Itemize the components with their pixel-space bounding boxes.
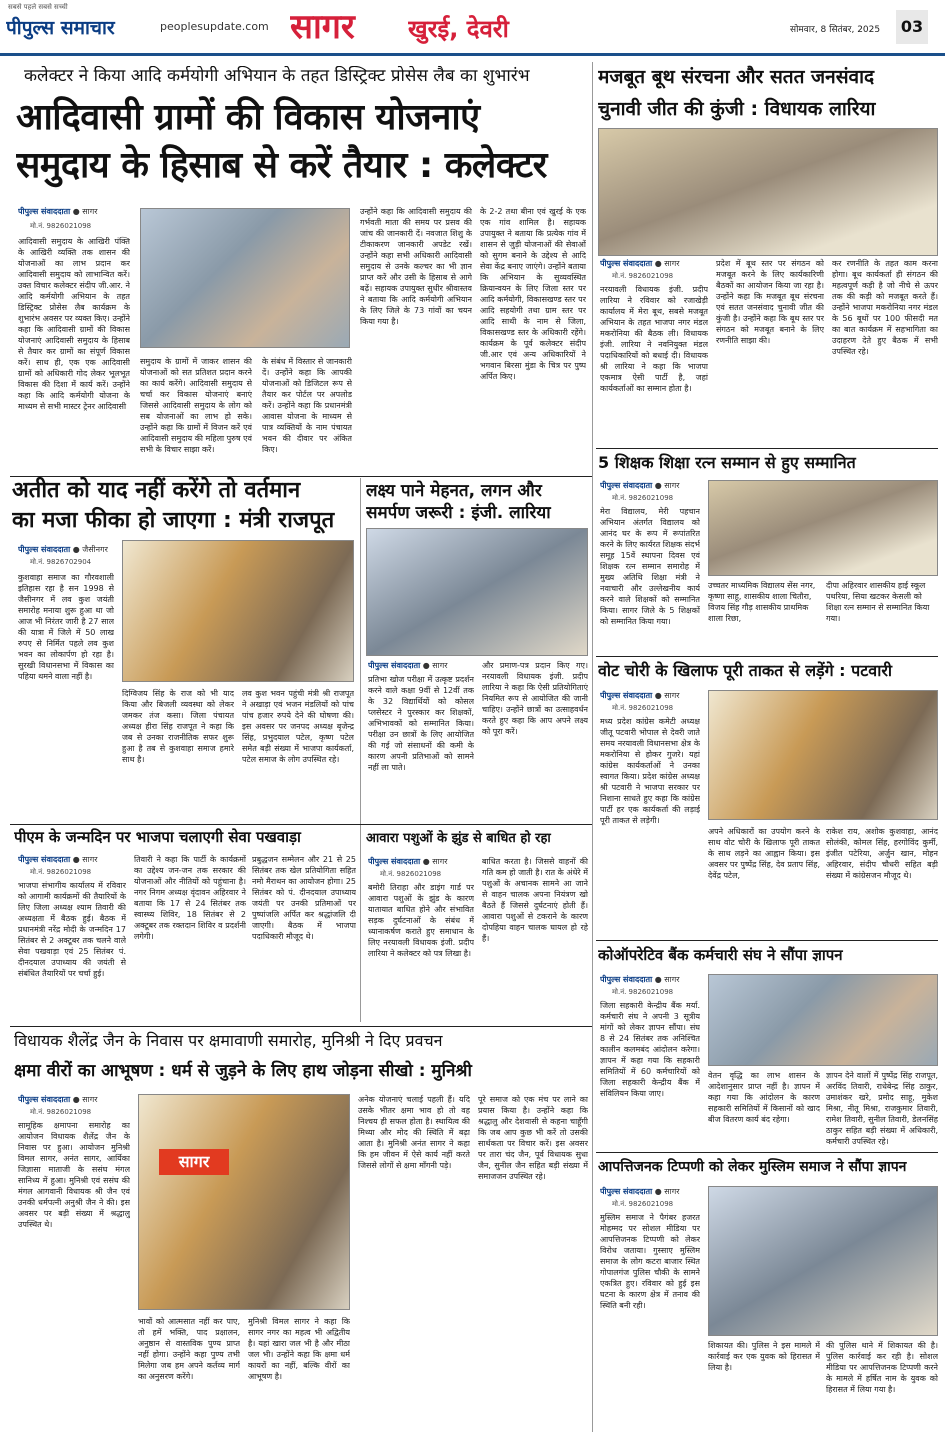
story1-byline-author: पीपुल्स संवाददाता [18, 207, 71, 216]
story9-headline: कोऑपरेटिव बैंक कर्मचारी संघ ने सौंपा ज्ञापन [598, 946, 843, 964]
section-rule [596, 1152, 938, 1153]
story8-byline-place: सागर [432, 857, 448, 866]
story6-mobile: मो.नं. 9826021098 [612, 704, 674, 712]
section-rule [596, 940, 938, 941]
story10-byline: पीपुल्स संवाददाता ● सागर [18, 1095, 98, 1104]
story4-photo [366, 528, 588, 656]
story2-photo [598, 128, 938, 256]
section-title: सागर [290, 7, 355, 47]
story1-mobile: मो.नं. 9826021098 [30, 222, 92, 230]
masthead [0, 0, 945, 56]
story4-body-col2: और प्रमाण-पत्र प्रदान किए गए। नरयावली विधायक इंजी. प्रदीप लारिया ने कहा कि ऐसी प्रतियोगिताएं नियमित रूप से आयोजित की जानी चाहिए। उन्होंने छात्रों का उत्साहवर्धन करते हुए कहा कि आप अपने लक्ष्य को पूरा करें। [482, 661, 588, 736]
story11-byline-author: पीपुल्स संवाददाता [600, 1187, 653, 1196]
story10-headline: क्षमा वीरों का आभूषण : धर्म से जुड़ने के लिए हाथ जोड़ना सीखो : मुनिश्री [14, 1061, 472, 1081]
story6-byline-author: पीपुल्स संवाददाता [600, 691, 653, 700]
story11-body-col2: शिकायत की। पुलिस ने इस मामले में कार्रवाई कर एक युवक को हिरासत में लिया है। [708, 1341, 820, 1372]
story9-byline-author: पीपुल्स संवाददाता [600, 975, 653, 984]
column-divider [592, 62, 593, 1432]
story4-headline-line2: समर्पण जरूरी : इंजी. लारिया [366, 503, 551, 523]
story9-byline: पीपुल्स संवाददाता ● सागर [600, 975, 680, 984]
story7-body-col2: तिवारी ने कहा कि पार्टी के कार्यक्रमों का उद्देश्य जन-जन तक सरकार की योजनाओं और नीतियों को पहुंचाना है। नगर निगम अध्यक्ष वृंदावन अहिरवार ने बताया कि 17 से 24 सितंबर तक स्वास्थ्य शिविर, 18 सितंबर से 2 अक्टूबर तक रक्तदान शिविर व प्रदर्शनी लगेगी। [134, 855, 246, 941]
story6-body-col3: राकेश राय, अशोक कुशवाहा, आनंद सोलंकी, कोमल सिंह, हरगोविंद कुर्मी, इंजीत पटेरिया, अर्जुन खान, मोहन अहिरवार, संदीप चौधरी सहित बड़ी संख्या में कांग्रेसजन मौजूद थे। [826, 827, 938, 880]
story4-byline-place: सागर [432, 661, 448, 670]
column-divider [360, 478, 361, 1022]
story11-byline: पीपुल्स संवाददाता ● सागर [600, 1187, 680, 1196]
story8-byline: पीपुल्स संवाददाता ● सागर [368, 857, 448, 866]
story8-mobile: मो.नं. 9826021098 [380, 870, 442, 878]
story8-body-col2: बाधित करता है। जिससे वाहनों की गति कम हो जाती है। रात के अंधेरे में पशुओं के अचानक सामने आ जाने से वाहन चालक अपना नियंत्रण खो बैठते हैं जिससे दुर्घटनाएं होती हैं। आवारा पशुओं से टकराने के कारण दोपहिया वाहन चालक घायल हो रहे हैं। [482, 857, 588, 943]
story6-body-col2: अपने अधिकारों का उपयोग करने के साथ वोट चोरी के खिलाफ पूरी ताकत के साथ लड़ने का आह्वान किया। इस अवसर पर पुष्पेंद्र सिंह, देव प्रताप सिंह, देवेंद्र पटेल, [708, 827, 820, 880]
story10-body-col5: पूरे समाज को एक मंच पर लाने का प्रयास किया है। उन्होंने कहा कि श्रद्धालु और देशवासी से कहना चाहूँगी कि जब आप कुछ भी करें तो उसकी सार्थकता पर विचार करें। इस अवसर पर तारा चंद जैन, पूर्व विधायक सुधा जैन, सुनील जैन सहित बड़ी संख्या में समाजजन उपस्थित रहे। [478, 1095, 588, 1181]
story11-mobile: मो.नं. 9826021098 [612, 1200, 674, 1208]
story1-body-col1: आदिवासी समुदाय के आखिरी पंक्ति के आखिरी व्यक्ति तक शासन की योजनाओं का लाभ प्रदान कर आदिवासी समुदाय को लाभान्वित करें। उक्त विचार कलेक्टर संदीप जी.आर. ने आदि कर्मयोगी अभियान के तहत डिस्ट्रिक्ट प्रोसेस लैब कार्यक्रम के शुभारंभ अवसर पर व्यक्त किए। उन्होंने कहा कि आदिवासी ग्रामों की विकास योजनाएं आदिवासी समुदाय के हिसाब से तैयार कर ग्रामों का संपूर्ण विकास करें। साथ ही, एक एक आदिवासी ग्रामों को अधिकारी गोद लेकर भूलभूत विकास की दिशा में कार्य करें। उन्होंने कहा कि आदि कर्मयोगी योजना के माध्यम से सभी मास्टर ट्रेनर आदिवासी [18, 237, 130, 411]
story4-body-col1: प्रतिभा खोज परीक्षा में उत्कृष्ट प्रदर्शन करने वाले कक्षा 9वीं से 12वीं तक के 32 विद्यार्थियों को कोसल प्लसेस्टर ने पुरस्कार कर शिक्षकों, अभिभावकों को सम्मानित किया। परीक्षा उन छात्रों के लिए आयोजित की गई जो संसाधनों की कमी के कारण अपनी प्रतिभाओं को सामने नहीं ला पाते। [368, 675, 474, 772]
story10-body-col3: मुनिश्री विमल सागर ने कहा कि सागर नगर का महत्व भी अद्वितीय है। यहां खारा जल भी है और मीठा जल भी। उन्होंने कहा कि क्षमा धर्म कायरों का नहीं, बल्कि वीरों का आभूषण है। [248, 1317, 350, 1381]
story1-byline: पीपुल्स संवाददाता ● सागर [18, 207, 98, 216]
website-link[interactable]: peoplesupdate.com [160, 20, 269, 33]
story3-body-col3: लव कुश भवन पहुंची मंत्री श्री राजपूत ने अखाड़ा एवं भजन मंडलियों को पांच पांच हजार रुपये देने की घोषणा की। इस अवसर पर जनपद अध्यक्ष बृजेन्द्र सिंह, प्रभुदयाल पटेल, कृष्ण पटेल समेत बड़ी संख्या में भाजपा कार्यकर्ता, पटेल समाज के लोग उपस्थित रहे। [242, 689, 354, 764]
story2-byline: पीपुल्स संवाददाता ● सागर [600, 259, 680, 268]
story1-byline-place: सागर [82, 207, 98, 216]
story3-headline-line2: का मजा फीका हो जाएगा : मंत्री राजपूत [12, 508, 335, 533]
story6-byline: पीपुल्स संवाददाता ● सागर [600, 691, 680, 700]
story3-byline-place: जैसीनगर [82, 545, 108, 554]
story1-headline-line2: समुदाय के हिसाब से करें तैयार : कलेक्टर [16, 145, 547, 186]
story2-headline-line2: चुनावी जीत की कुंजी : विधायक लारिया [598, 98, 876, 120]
story2-body-col2: प्रदेश में बूथ स्तर पर संगठन को मजबूत करने के लिए कार्यकारिणी बैठकों का आयोजन किया जा रहा है। उन्होंने कहा कि मजबूत बूथ संरचना एवं सतत जनसंवाद चुनावी जीत की कुंजी है। उन्होंने कहा कि बूथ स्तर पर संगठन को मजबूत बनाने के लिए रणनीति साझा की। [716, 259, 824, 345]
story7-byline: पीपुल्स संवाददाता ● सागर [18, 855, 98, 864]
story11-body-col1: मुस्लिम समाज ने पैगंबर हजरत मोहम्मद पर सोशल मीडिया पर आपत्तिजनक टिप्पणी को लेकर विरोध जताया। गुस्साए मुस्लिम समाज के लोग कटरा बाजार स्थित गोपालगंज पुलिस चौकी के सामने एकत्रित हुए। रविवार को हुई इस घटना के कारण क्षेत्र में तनाव की स्थिति बनी रही। [600, 1213, 700, 1310]
story5-caption-2: दीपा अहिरवार शासकीय हाई स्कूल पथरिया, सिया खटकर केसली को शिक्षा रत्न सम्मान से सम्मानित किया गया। [826, 581, 930, 623]
story11-headline: आपत्तिजनक टिप्पणी को लेकर मुस्लिम समाज ने सौंपा ज्ञापन [598, 1159, 907, 1175]
story2-body-col1: नरयावली विधायक इंजी. प्रदीप लारिया ने रविवार को रजाखेड़ी कार्यालय में मेरा बूथ, सबसे मजबूत अभियान के तहत भाजपा नगर मंडल मकरोनिया की बैठक ली। विधायक इंजी. लारिया ने नवनियुक्त मंडल पदाधिकारियों को बधाई दी। विधायक श्री लारिया ने कहा कि भाजपा एकमात्र ऐसी पार्टी है, जहां कार्यकर्ताओं का सम्मान होता है। [600, 285, 708, 393]
story3-body-col1: कुशवाहा समाज का गौरवशाली इतिहास रहा है सन 1998 से जैसीनगर में लव कुश जयंती समारोह मनाया शुरू हुआ था जो आज भी निरंतर जारी है 27 साल की यात्रा में जिले में 50 लाख रुपए से निर्मित पहले लव कुश भवन का लोकार्पण हो रहा है। सुरखी विधानसभा में विकास का पहिया थमने वाला नहीं है। [18, 573, 114, 681]
story1-body-col4: उन्होंने कहा कि आदिवासी समुदाय की गर्भवती माता की समय पर प्रसव की जांच की जानकारी दें। नवजात शिशु के टीकाकरण जानकारी अपडेट रखें। उन्होंने कहा सभी अधिकारी आदिवासी समुदाय से उनके कल्चर का भी ज्ञान प्राप्त करें और उसी के हिसाब से आगे बढ़ें। सहायक उपायुक्त सुधीर श्रीवास्तव ने बताया कि आदि कर्मयोगी अभियान के लिए जिले के 73 गांवों का चयन किया गया है। [360, 207, 472, 326]
newspaper-logo: पीपुल्स समाचार [6, 17, 115, 39]
story4-byline-author: पीपुल्स संवाददाता [368, 661, 421, 670]
story10-photo [138, 1094, 350, 1310]
story2-mobile: मो.नं. 9826021098 [612, 272, 674, 280]
story10-body-col2: भावों को आत्मसात नहीं कर पाए, तो हमें भक्ति, पाद प्रक्षालन, अनुष्ठान से वास्तविक पुण्य प्राप्त नहीं होगा। उन्होंने कहा पुण्य तभी मिलेगा जब हम अपने कर्तव्य मार्ग का अनुसरण करेंगे। [138, 1317, 240, 1381]
story10-body-col1: सामूहिक क्षमापना समारोह का आयोजन विधायक शैलेंद्र जैन के निवास पर हुआ। आयोजन मुनिश्री विमल सागर, अनंत सागर, आर्यिका जिज्ञासा माताजी के ससंघ मंगल सानिध्य में हुआ। मुनिश्री एवं ससंघ की मंगल आगवानी विधायक श्री जैन एवं उनकी धर्मपत्नी अनुश्री जैन ने की। इस अवसर पर बड़ी संख्या में श्रद्धालु उपस्थित थे। [18, 1121, 130, 1229]
story7-body-col3: प्रबुद्धजन सम्मेलन और 21 से 25 सितंबर तक खेल प्रतियोगिता सहित नमो मैराथन का आयोजन होगा। 25 सितंबर को पं. दीनदयाल उपाध्याय जयंती पर उनकी प्रतिमाओं पर पुष्पांजलि अर्पित कर श्रद्धांजलि दी जाएगी। बैठक में भाजपा पदाधिकारी मौजूद थे। [252, 855, 356, 941]
story2-byline-author: पीपुल्स संवाददाता [600, 259, 653, 268]
story11-photo [708, 1186, 938, 1336]
story1-body-col5: के 2-2 तथा बीना एवं खुरई के एक एक गांव शामिल है। सहायक उपायुक्त ने बताया कि प्रत्येक गांव में शासन से जुड़ी योजनाओं की सेवाओं को सुगम बनाने के उद्देश्य से आदि सेवा केंद्र बनाए जाएंगे। उन्होंने बताया कि अभियान के सुव्यवस्थित क्रियान्वयन के लिए जिला स्तर पर आदि कर्मयोगी, विकासखण्ड स्तर पर आदि सहयोगी तथा ग्राम स्तर पर आदि साथी के नाम से जिला, विकासखण्ड स्तर के अधिकारी रहेंगे। कार्यक्रम के पूर्व कलेक्टर संदीप जी.आर एवं अन्य अधिकारियों ने भगवान बिरसा मुंडा के चित्र पर पुष्प अर्पित किए। [480, 207, 586, 381]
story5-byline-author: पीपुल्स संवाददाता [600, 481, 653, 490]
story11-body-col3: की पुलिस थाने में शिकायत की है। पुलिस कार्रवाई कर रही है। सोशल मीडिया पर आपत्तिजनक टिप्पणी करने के मामले में हर्षित नाम के युवक को हिरासत में लिया गया है। [826, 1341, 938, 1394]
section-rule [596, 656, 938, 657]
story1-headline-line1: आदिवासी ग्रामों की विकास योजनाएं [16, 97, 480, 138]
section-rule [10, 824, 592, 825]
photo-banner-text: सागर [159, 1149, 229, 1175]
story4-byline: पीपुल्स संवाददाता ● सागर [368, 661, 448, 670]
story11-byline-place: सागर [664, 1187, 680, 1196]
logo-tagline: सबसे पहले सबसे सच्ची [8, 3, 68, 11]
story9-byline-place: सागर [664, 975, 680, 984]
story1-body-col2: समुदाय के ग्रामों में जाकर शासन की योजनाओं को सत प्रतिशत प्रदान करने का कार्य करेंगे। आदिवासी समुदाय से चर्चा कर विकास योजनाएं बनाएं जिससे आदिवासी समुदाय के लोग को सब योजनाओं का लाभ हो सके। उन्होंने कहा कि ग्रामों में विजन करें एवं आदिवासी समुदाय की महिला पुरुष एवं सभी के विचार साझा करें। [140, 357, 252, 454]
story7-headline: पीएम के जन्मदिन पर भाजपा चलाएगी सेवा पखवाड़ा [14, 828, 301, 846]
story7-body-col1: भाजपा संभागीय कार्यालय में रविवार को आगामी कार्यक्रमों की तैयारियों के लिए जिला अध्यक्ष श्याम तिवारी की अध्यक्षता में बैठक हुई। बैठक में प्रधानमंत्री नरेंद्र मोदी के जन्मदिन 17 सितंबर से 2 अक्टूबर तक चलने वाले सेवा पखवाड़ा एवं 25 सितंबर पं. दीनदयाल उपाध्याय की जयंती से संबंधित तैयारियों पर चर्चा हुई। [18, 881, 126, 978]
page-number: 03 [896, 10, 928, 44]
story8-headline: आवारा पशुओं के झुंड से बाधित हो रहा [366, 831, 551, 846]
story10-byline-place: सागर [82, 1095, 98, 1104]
story10-kicker: विधायक शैलेंद्र जैन के निवास पर क्षमावाणी समारोह, मुनिश्री ने दिए प्रवचन [14, 1031, 443, 1050]
story7-byline-author: पीपुल्स संवाददाता [18, 855, 71, 864]
story7-mobile: मो.नं. 9826021098 [30, 868, 92, 876]
section-rule [10, 1026, 592, 1027]
story1-photo [140, 208, 350, 348]
story2-byline-place: सागर [664, 259, 680, 268]
story6-byline-place: सागर [664, 691, 680, 700]
issue-date: सोमवार, 8 सितंबर, 2025 [790, 25, 881, 35]
story9-photo [708, 974, 938, 1066]
story8-body-col1: बमोरी तिराहा और डाइंग गार्ड पर आवारा पशुओं के झुंड के कारण यातायात बाधित होने और संभावित सड़क दुर्घटनाओं के संबंध में ध्यानाकर्षण कराते हुए समाधान के लिए नरयावली विधायक इंजी. प्रदीप लारिया ने कलेक्टर को पत्र लिखा है। [368, 883, 474, 958]
story10-body-col4: अनेक योजनाएं चलाई पहली हैं। यदि उसके भीतर क्षमा भाव हो तो वह निश्चय ही सफल होता है। स्थायित्व की मिथ्या और मोद की स्थिति में बढ़ा आता है। मुनिश्री अनंत सागर ने कहा कि हम जीवन में ऐसे कार्य नहीं करते जिससे लोगों से क्षमा माँगनी पड़े। [358, 1095, 470, 1170]
story5-body-col1: मेरा विद्यालय, मेरी पहचान अभियान अंतर्गत विद्यालय को आनंद घर के रूप में रूपांतरित करने के लिए कार्यरत शिक्षक संदर्भ समूह 15वें स्थापना दिवस एवं शिक्षक रत्न सम्मान समारोह में मुख्य अतिथि शिक्षा मंत्री ने नवाचारी और उल्लेखनीय कार्य करने वाले शिक्षकों को सम्मानित किया। सागर जिले के 5 शिक्षकों को सम्मानित किया गया। [600, 507, 700, 626]
story3-byline: पीपुल्स संवाददाता ● जैसीनगर [18, 545, 108, 554]
story9-mobile: मो.नं. 9826021098 [612, 988, 674, 996]
story5-headline: 5 शिक्षक शिक्षा रत्न सम्मान से हुए सम्मानित [598, 453, 856, 472]
section-subtitle: खुरई, देवरी [408, 15, 509, 43]
story3-mobile: मो.नं. 9826702904 [30, 558, 92, 566]
story3-body-col2: दिग्विजय सिंह के राज को भी याद किया और बिजली व्यवस्था को लेकर जमकर तंज कसा। जिला पंचायत अध्यक्ष हीरा सिंह राजपूत ने कहा कि जब से उनका राजनीतिक सफर शुरू हुआ है तब से कुशवाहा समाज हमारे साथ है। [122, 689, 234, 764]
section-rule [596, 448, 938, 449]
story3-photo [122, 540, 354, 682]
story5-byline-place: सागर [664, 481, 680, 490]
story5-caption-1: उच्चतर माध्यमिक विद्यालय सेंस नगर, कृष्णा साहू, शासकीय शाला चितौरा, विजय सिंह गौड़ शासकीय प्राथमिक शाला रिछा, [708, 581, 816, 623]
story6-photo [708, 690, 938, 820]
story10-mobile: मो.नं. 9826021098 [30, 1108, 92, 1116]
story2-headline-line1: मजबूत बूथ संरचना और सतत जनसंवाद [598, 66, 875, 88]
story6-headline: वोट चोरी के खिलाफ पूरी ताकत से लड़ेंगे : पटवारी [598, 661, 893, 680]
story9-body-col2: वेतन वृद्धि का लाभ शासन के आदेशानुसार प्राप्त नहीं है। ज्ञापन में कहा गया कि आंदोलन के कारण सहकारी समितियों में किसानों को खाद बीज वितरण कार्य बंद रहेगा। [708, 1071, 820, 1124]
story9-body-col1: जिला सहकारी केन्द्रीय बैंक मर्या. कर्मचारी संघ ने अपनी 3 सूत्रीय मांगों को लेकर ज्ञापन सौंपा। संघ 8 से 24 सितंबर तक अनिश्चित कालीन कलमबंद आंदोलन करेगा। ज्ञापन में कहा गया कि सहकारी समितियों में 60 कर्मचारियों को जिला सहकारी केन्द्रीय बैंक में संविलियन किया जाए। [600, 1001, 700, 1098]
story5-photo [708, 480, 938, 576]
story5-byline: पीपुल्स संवाददाता ● सागर [600, 481, 680, 490]
story3-byline-author: पीपुल्स संवाददाता [18, 545, 71, 554]
story5-mobile: मो.नं. 9826021098 [612, 494, 674, 502]
story1-body-col3: के संबंध में विस्तार से जानकारी दें। उन्होंने कहा कि आपकी योजनाओं को डिजिटल रूप से तैयार कर पोर्टल पर अपलोड करें। उन्होंने कहा कि प्रधानमंत्री आवास योजना के माध्यम से पात्र व्यक्तियों के नाम पंचायत भवन की दीवार पर अंकित किए। [262, 357, 352, 454]
story8-byline-author: पीपुल्स संवाददाता [368, 857, 421, 866]
story3-headline-line1: अतीत को याद नहीं करेंगे तो वर्तमान [12, 478, 301, 503]
story2-body-col3: कर रणनीति के तहत काम करना होगा। बूथ कार्यकर्ता ही संगठन की महत्वपूर्ण कड़ी है जो नीचे से ऊपर तक की कड़ी को मजबूत करते हैं। उन्होंने भाजपा मकरोनिया नगर मंडल के 56 बूथों पर 100 फीसदी मत का बात कार्यक्रम में सहभागिता का उदाहरण देते हुए बैठक में सभी उपस्थित रहे। [832, 259, 938, 356]
story6-body-col1: मध्य प्रदेश कांग्रेस कमेटी अध्यक्ष जीतू पटवारी भोपाल से देवरी जाते समय नरयावली विधानसभा क्षेत्र के मकरोनिया से होकर गुजरे। यहां कांग्रेस कार्यकर्ताओं ने उनका स्वागत किया। प्रदेश कांग्रेस अध्यक्ष श्री पटवारी ने भाजपा सरकार पर निशाना साधते हुए कहा कि कांग्रेस पार्टी हर एक कार्यकर्ता की लड़ाई पूरी ताकत से लड़ेगी। [600, 717, 700, 825]
story7-byline-place: सागर [82, 855, 98, 864]
story10-byline-author: पीपुल्स संवाददाता [18, 1095, 71, 1104]
story9-body-col3: ज्ञापन देने वालों में पुष्पेंद्र सिंह राजपूत, अरविंद तिवारी, राधेबेन्द्र सिंह ठाकुर, उमाशंकर खरे, प्रमोद साहू, मुकेश मिश्रा, नीतू मिश्रा, राजकुमार तिवारी, रामेश तिवारी, सुनील तिवारी, डेलनसिंह ठाकुर सहित बड़ी संख्या में अधिकारी, कर्मचारी उपस्थित रहे। [826, 1071, 938, 1146]
story1-kicker: कलेक्टर ने किया आदि कर्मयोगी अभियान के तहत डिस्ट्रिक्ट प्रोसेस लैब का शुभारंभ [24, 66, 530, 86]
story4-headline-line1: लक्ष्य पाने मेहनत, लगन और [366, 481, 542, 501]
